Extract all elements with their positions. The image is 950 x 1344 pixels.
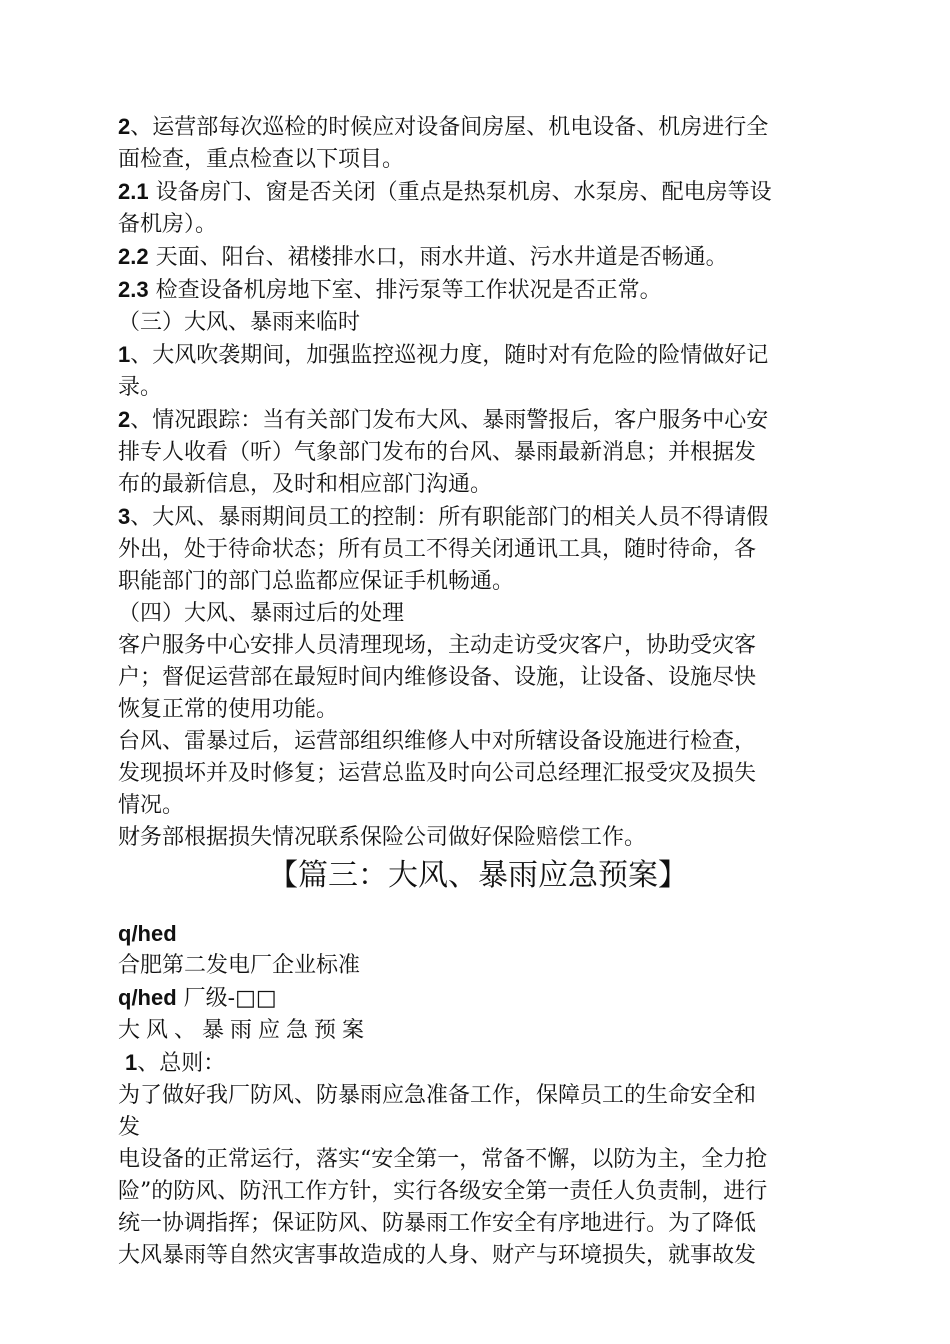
organization-name: 合肥第二发电厂企业标准 — [118, 953, 361, 978]
item-number: 2 — [118, 407, 131, 432]
paragraph-staff-control: 3、大风、暴雨期间员工的控制：所有职能部门的相关人员不得请假 外出，处于待命状态；所有员工不得关闭通讯工具，随时待命，各 职能部门的部门总监都应保证手机畅通。 — [118, 504, 769, 594]
standard-code: q/hed — [118, 921, 177, 946]
paragraph-repair: 台风、雷暴过后，运营部组织维修人中对所辖设备设施进行检查， 发现损坏并及时修复；运营总监及时向公司总经理汇报受灾及损失 情况。 — [118, 729, 757, 818]
heading-before-storm: （三）大风、暴雨来临时 — [118, 310, 361, 335]
item-number: 1 — [118, 342, 131, 367]
paragraph-monitoring: 1、大风吹袭期间，加强监控巡视力度，随时对有危险的险情做好记 录。 — [118, 342, 769, 400]
item-number: 2 — [118, 114, 131, 139]
paragraph-2-2: 2.2 天面、阳台、裙楼排水口，雨水井道、污水井道是否畅通。 — [118, 244, 728, 270]
paragraph-tracking: 2、情况跟踪：当有关部门发布大风、暴雨警报后，客户服务中心安 排专人收看（听）气象部门发布的台风、暴雨最新消息；并根据发 布的最新信息，及时和相应部门沟通。 — [118, 407, 769, 497]
item-number: 2.2 — [118, 244, 149, 269]
item-number: 3 — [118, 504, 131, 529]
paragraph-2-3: 2.3 检查设备机房地下室、排污泵等工作状况是否正常。 — [118, 277, 662, 303]
heading-after-storm: （四）大风、暴雨过后的处理 — [118, 601, 405, 626]
document-body — [118, 111, 838, 1272]
general-heading: 1、总则： — [125, 1050, 226, 1076]
item-number: 2.3 — [118, 277, 149, 302]
paragraph-2-1: 2.1 设备房门、窗是否关闭（重点是热泵机房、水泵房、配电房等设 备机房）。 — [118, 179, 772, 237]
plan-title: 大风、暴雨应急预案 — [118, 1018, 371, 1043]
item-number: 1 — [125, 1050, 138, 1075]
paragraph-policy: 电设备的正常运行，落实“安全第一，常备不懈，以防为主，全力抢 险”的防风、防汛工作方针，实行各级安全第一责任人负责制，进行 统一协调指挥；保证防风、防暴雨工作安全有序地进行。为了降低 大风暴雨等自然灾害事故造成的人身、财产与环境损失，就事故发 — [118, 1147, 768, 1268]
standard-number: q/hed 厂级-□□ — [118, 985, 277, 1011]
paragraph-purpose: 为了做好我厂防风、防暴雨应急准备工作，保障员工的生命安全和 发 — [118, 1083, 757, 1140]
section-title: 【篇三：大风、暴雨应急预案】 — [268, 858, 688, 893]
paragraph-insurance: 财务部根据损失情况联系保险公司做好保险赔偿工作。 — [118, 825, 647, 850]
paragraph-cleanup: 客户服务中心安排人员清理现场，主动走访受灾客户，协助受灾客 户；督促运营部在最短时间内维修设备、设施，让设备、设施尽快 恢复正常的使用功能。 — [118, 633, 757, 722]
paragraph-inspection: 2、运营部每次巡检的时候应对设备间房屋、机电设备、机房进行全 面检查，重点检查以下项目。 — [118, 114, 769, 172]
item-number: 2.1 — [118, 179, 149, 204]
